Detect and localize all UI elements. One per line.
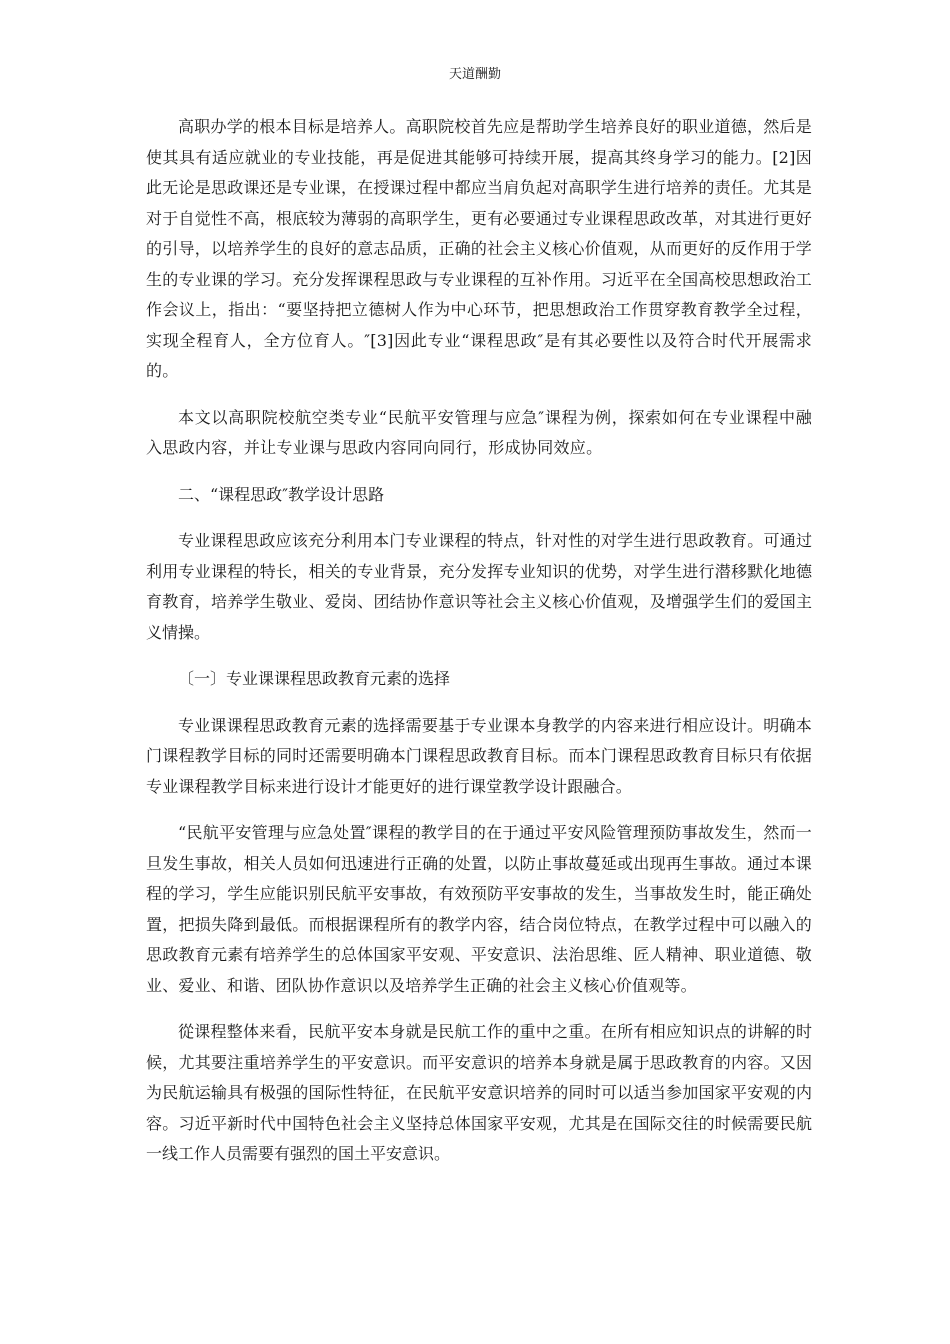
paragraph-design-approach: 专业课程思政应该充分利用本门专业课程的特点，针对性的对学生进行思政教育。可通过利用专业课程的特长，相关的专业背景，充分发挥专业知识的优势，对学生进行潜移默化地德育教育，培养学生敬业、爱岗、团结协作意识等社会主义核心价值观，及增强学生们的爱国主义情操。 [146,531,812,642]
paragraph-article-intro: 本文以高职院校航空类专业“民航平安管理与应急″课程为例，探索如何在专业课程中融入思政内容，并让专业课与思政内容同向同行，形成协同效应。 [146,407,812,457]
header-title: 天道酬勤 [448,67,501,82]
page-header [0,66,950,84]
subsection-heading-element-selection: 〔一〕专业课课程思政教育元素的选择 [178,669,451,688]
paragraph-purpose-of-vocational-education: 高职办学的根本目标是培养人。高职院校首先应是帮助学生培养良好的职业道德，然后是使其具有适应就业的专业技能，再是促进其能够可持续开展，提高其终身学习的能力。[2]因此无论是思政课还是专业课，在授课过程中都应当肩负起对高职学生进行培养的责任。尤其是对于自觉性不高，根底较为薄弱的高职学生，更有必要通过专业课程思政改革，对其进行更好的引导，以培养学生的良好的意志品质，正确的社会主义核心价值观，从而更好的反作用于学生的专业课的学习。充分发挥课程思政与专业课程的互补作用。习近平在全国高校思想政治工作会议上，指出：“要坚持把立德树人作为中心环节，把思想政治工作贯穿教育教学全过程，实现全程育人，全方位育人。″[3]因此专业“课程思政″是有其必要性以及符合时代开展需求的。 [146,117,812,380]
section-heading-design-approach: 二、“课程思政″教学设计思路 [178,484,385,504]
paragraph-element-selection: 专业课课程思政教育元素的选择需要基于专业课本身教学的内容来进行相应设计。明确本门课程教学目标的同时还需要明确本门课程思政教育目标。而本门课程思政教育目标只有依据专业课程教学目标来进行设计才能更好的进行课堂教学设计跟融合。 [146,715,812,796]
document-body [146,112,812,1186]
paragraph-safety-awareness: 從课程整体来看，民航平安本身就是民航工作的重中之重。在所有相应知识点的讲解的时候，尤其要注重培养学生的平安意识。而平安意识的培养本身就是属于思政教育的内容。又因为民航运输具有极强的国际性特征，在民航平安意识培养的同时可以适当参加国家平安观的内容。习近平新时代中国特色社会主义坚持总体国家平安观，尤其是在国际交往的时候需要民航一线工作人员需要有强烈的国土平安意识。 [146,1022,812,1163]
paragraph-course-objectives: “民航平安管理与应急处置″课程的教学目的在于通过平安风险管理预防事故发生，然而一旦发生事故，相关人员如何迅速进行正确的处置，以防止事故蔓延或出现再生事故。通过本课程的学习，学生应能识别民航平安事故，有效预防平安事故的发生，当事故发生时，能正确处置，把损失降到最低。而根据课程所有的教学内容，结合岗位特点，在教学过程中可以融入的思政教育元素有培养学生的总体国家平安观、平安意识、法治思维、匠人精神、职业道德、敬业、爱业、和谐、团队协作意识以及培养学生正确的社会主义核心价值观等。 [146,823,812,995]
